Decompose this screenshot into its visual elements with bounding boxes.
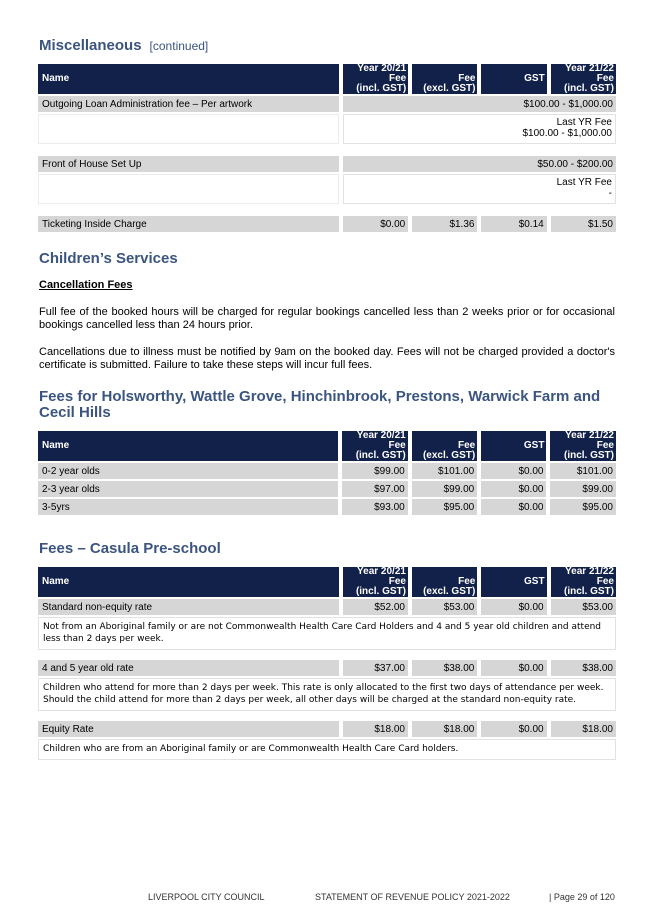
header-fee-2122	[551, 567, 616, 597]
row-name: Equity Rate	[38, 721, 339, 737]
header-year-2021: Year 20/21	[356, 430, 406, 441]
fee-2122-cell: $95.00	[550, 499, 616, 515]
row-name: Outgoing Loan Administration fee – Per artwork	[38, 96, 339, 112]
row-name: 3-5yrs	[38, 499, 338, 515]
header-fee-label: Fee	[388, 73, 407, 84]
fee-2021-cell: $52.00	[343, 599, 408, 615]
table-header-row	[38, 567, 616, 597]
row-fee-range: $100.00 - $1,000.00	[343, 96, 616, 112]
fee-2122-cell: $101.00	[550, 463, 616, 479]
cancellation-heading: Cancellation Fees	[39, 279, 133, 291]
misc-fees-table	[38, 62, 616, 234]
table-row	[38, 463, 616, 479]
header-name: Name	[38, 431, 338, 461]
last-year-value: -	[608, 188, 612, 199]
header-gst	[481, 567, 546, 597]
row-name: Front of House Set Up	[38, 156, 339, 172]
table-header-row	[38, 64, 616, 94]
holsworthy-section-title: Fees for Holsworthy, Wattle Grove, Hinchinbrook, Prestons, Warwick Farm and Cecil Hills	[39, 388, 601, 421]
footer-document: STATEMENT OF REVENUE POLICY 2021-2022	[315, 892, 510, 902]
fee-2122-cell: $18.00	[551, 721, 616, 737]
fee-2122-cell: $1.50	[551, 216, 616, 232]
header-gst-label: GST	[524, 576, 545, 587]
casula-fees-table	[38, 565, 616, 762]
fee-2021-cell: $99.00	[342, 463, 407, 479]
header-fee-excl-label: Fee	[458, 576, 476, 587]
misc-continued-label: [continued]	[149, 39, 209, 53]
fee-excl-cell: $53.00	[412, 599, 477, 615]
header-fee-label: Fee	[388, 576, 406, 587]
header-gst	[481, 64, 546, 94]
cancellation-paragraph-2: Cancellations due to illness must be notified by 9am on the booked day. Fees will not be charged provided a doctor's certificate is submitted. Failure to take these steps will incur full fees.	[39, 346, 615, 371]
row-note: Children who are from an Aboriginal family or are Commonwealth Health Care Card holders.	[38, 739, 616, 760]
fee-2021-cell: $0.00	[343, 216, 408, 232]
header-year-2122: Year 21/22	[565, 63, 614, 74]
row-name: 0-2 year olds	[38, 463, 338, 479]
misc-section-title	[39, 37, 208, 54]
header-fee-2122-label: Fee	[596, 440, 614, 451]
header-fee-2122-label: Fee	[596, 73, 614, 84]
header-gst-label: GST	[523, 440, 545, 451]
last-year-label: Last YR Fee	[556, 177, 612, 188]
header-name: Name	[38, 64, 339, 94]
header-fee-label: Fee	[388, 440, 406, 451]
casula-section-title: Fees – Casula Pre-school	[39, 540, 221, 557]
gst-cell: $0.00	[481, 599, 546, 615]
last-year-label: Last YR Fee	[556, 117, 612, 128]
header-fee-2122-sub: (incl. GST)	[564, 83, 614, 94]
footer-org: LIVERPOOL CITY COUNCIL	[148, 892, 265, 902]
header-fee-2122	[550, 431, 616, 461]
table-row	[38, 721, 616, 737]
header-year-2122: Year 21/22	[565, 430, 614, 441]
row-name: Ticketing Inside Charge	[38, 216, 339, 232]
misc-title-text: Miscellaneous	[39, 37, 142, 54]
table-row	[38, 156, 616, 172]
header-fee-sub: (incl. GST)	[356, 83, 407, 94]
header-gst	[481, 431, 546, 461]
row-note: Children who attend for more than 2 days per week. This rate is only allocated to the first two days of attendance per week. Should the child attend for more than 2 days per week, all other days will be charged at the standard non-equity rate.	[38, 678, 616, 711]
fee-excl-cell: $99.00	[412, 481, 478, 497]
fee-excl-cell: $1.36	[412, 216, 477, 232]
fee-2122-cell: $53.00	[551, 599, 616, 615]
header-year-2122: Year 21/22	[565, 566, 614, 577]
last-year-value: $100.00 - $1,000.00	[522, 128, 612, 139]
gst-cell: $0.14	[481, 216, 546, 232]
table-row	[38, 481, 616, 497]
row-name: 2-3 year olds	[38, 481, 338, 497]
header-fee-excl-label: Fee	[457, 440, 476, 451]
fee-2122-cell: $99.00	[550, 481, 616, 497]
header-fee-2021	[343, 64, 408, 94]
footer-page-number: | Page 29 of 120	[549, 892, 615, 902]
gst-cell: $0.00	[481, 499, 546, 515]
gst-cell: $0.00	[481, 463, 546, 479]
header-year-2021: Year 20/21	[357, 566, 406, 577]
last-year-fee	[343, 174, 616, 204]
header-fee-excl	[412, 431, 478, 461]
row-name: 4 and 5 year old rate	[38, 660, 339, 676]
header-fee-excl-label: Fee	[458, 73, 476, 84]
holsworthy-fees-table	[38, 429, 616, 517]
header-fee-2122	[551, 64, 616, 94]
header-fee-sub: (incl. GST)	[355, 450, 406, 461]
last-year-fee	[343, 114, 616, 144]
header-fee-2021	[343, 567, 408, 597]
table-note-row	[38, 739, 616, 760]
header-year-2021: Year 20/21	[357, 63, 407, 74]
fee-excl-cell: $101.00	[412, 463, 478, 479]
cancellation-paragraph-1: Full fee of the booked hours will be charged for regular bookings cancelled less than 2 weeks prior or for occasional bookings cancelled less than 24 hours prior.	[39, 306, 615, 331]
header-fee-2122-sub: (incl. GST)	[564, 450, 614, 461]
fee-2021-cell: $93.00	[342, 499, 407, 515]
table-row	[38, 660, 616, 676]
header-fee-excl	[412, 64, 477, 94]
table-subrow	[38, 114, 616, 144]
fee-2021-cell: $18.00	[343, 721, 408, 737]
row-fee-range: $50.00 - $200.00	[343, 156, 616, 172]
header-fee-excl-sub: (excl. GST)	[423, 586, 476, 597]
table-note-row	[38, 617, 616, 650]
gst-cell: $0.00	[481, 660, 546, 676]
table-note-row	[38, 678, 616, 711]
header-fee-excl-sub: (excl. GST)	[423, 83, 476, 94]
fee-2122-cell: $38.00	[551, 660, 616, 676]
fee-excl-cell: $18.00	[412, 721, 477, 737]
header-fee-excl-sub: (excl. GST)	[422, 450, 476, 461]
header-gst-label: GST	[524, 73, 545, 84]
table-row	[38, 216, 616, 232]
header-fee-2122-sub: (incl. GST)	[564, 586, 614, 597]
fee-excl-cell: $95.00	[412, 499, 478, 515]
header-fee-sub: (incl. GST)	[355, 586, 406, 597]
childrens-section-title: Children’s Services	[39, 250, 178, 267]
gst-cell: $0.00	[481, 481, 546, 497]
header-name: Name	[38, 567, 339, 597]
table-row	[38, 96, 616, 112]
row-name: Standard non-equity rate	[38, 599, 339, 615]
table-row	[38, 599, 616, 615]
header-fee-2122-label: Fee	[596, 576, 614, 587]
fee-2021-cell: $97.00	[342, 481, 407, 497]
row-note: Not from an Aboriginal family or are not Commonwealth Health Care Card Holders and 4 and 5 year old children and attend less than 2 days per week.	[38, 617, 616, 650]
table-header-row	[38, 431, 616, 461]
gst-cell: $0.00	[481, 721, 546, 737]
fee-excl-cell: $38.00	[412, 660, 477, 676]
table-subrow	[38, 174, 616, 204]
table-row	[38, 499, 616, 515]
header-fee-2021	[342, 431, 407, 461]
header-fee-excl	[412, 567, 477, 597]
fee-2021-cell: $37.00	[343, 660, 408, 676]
